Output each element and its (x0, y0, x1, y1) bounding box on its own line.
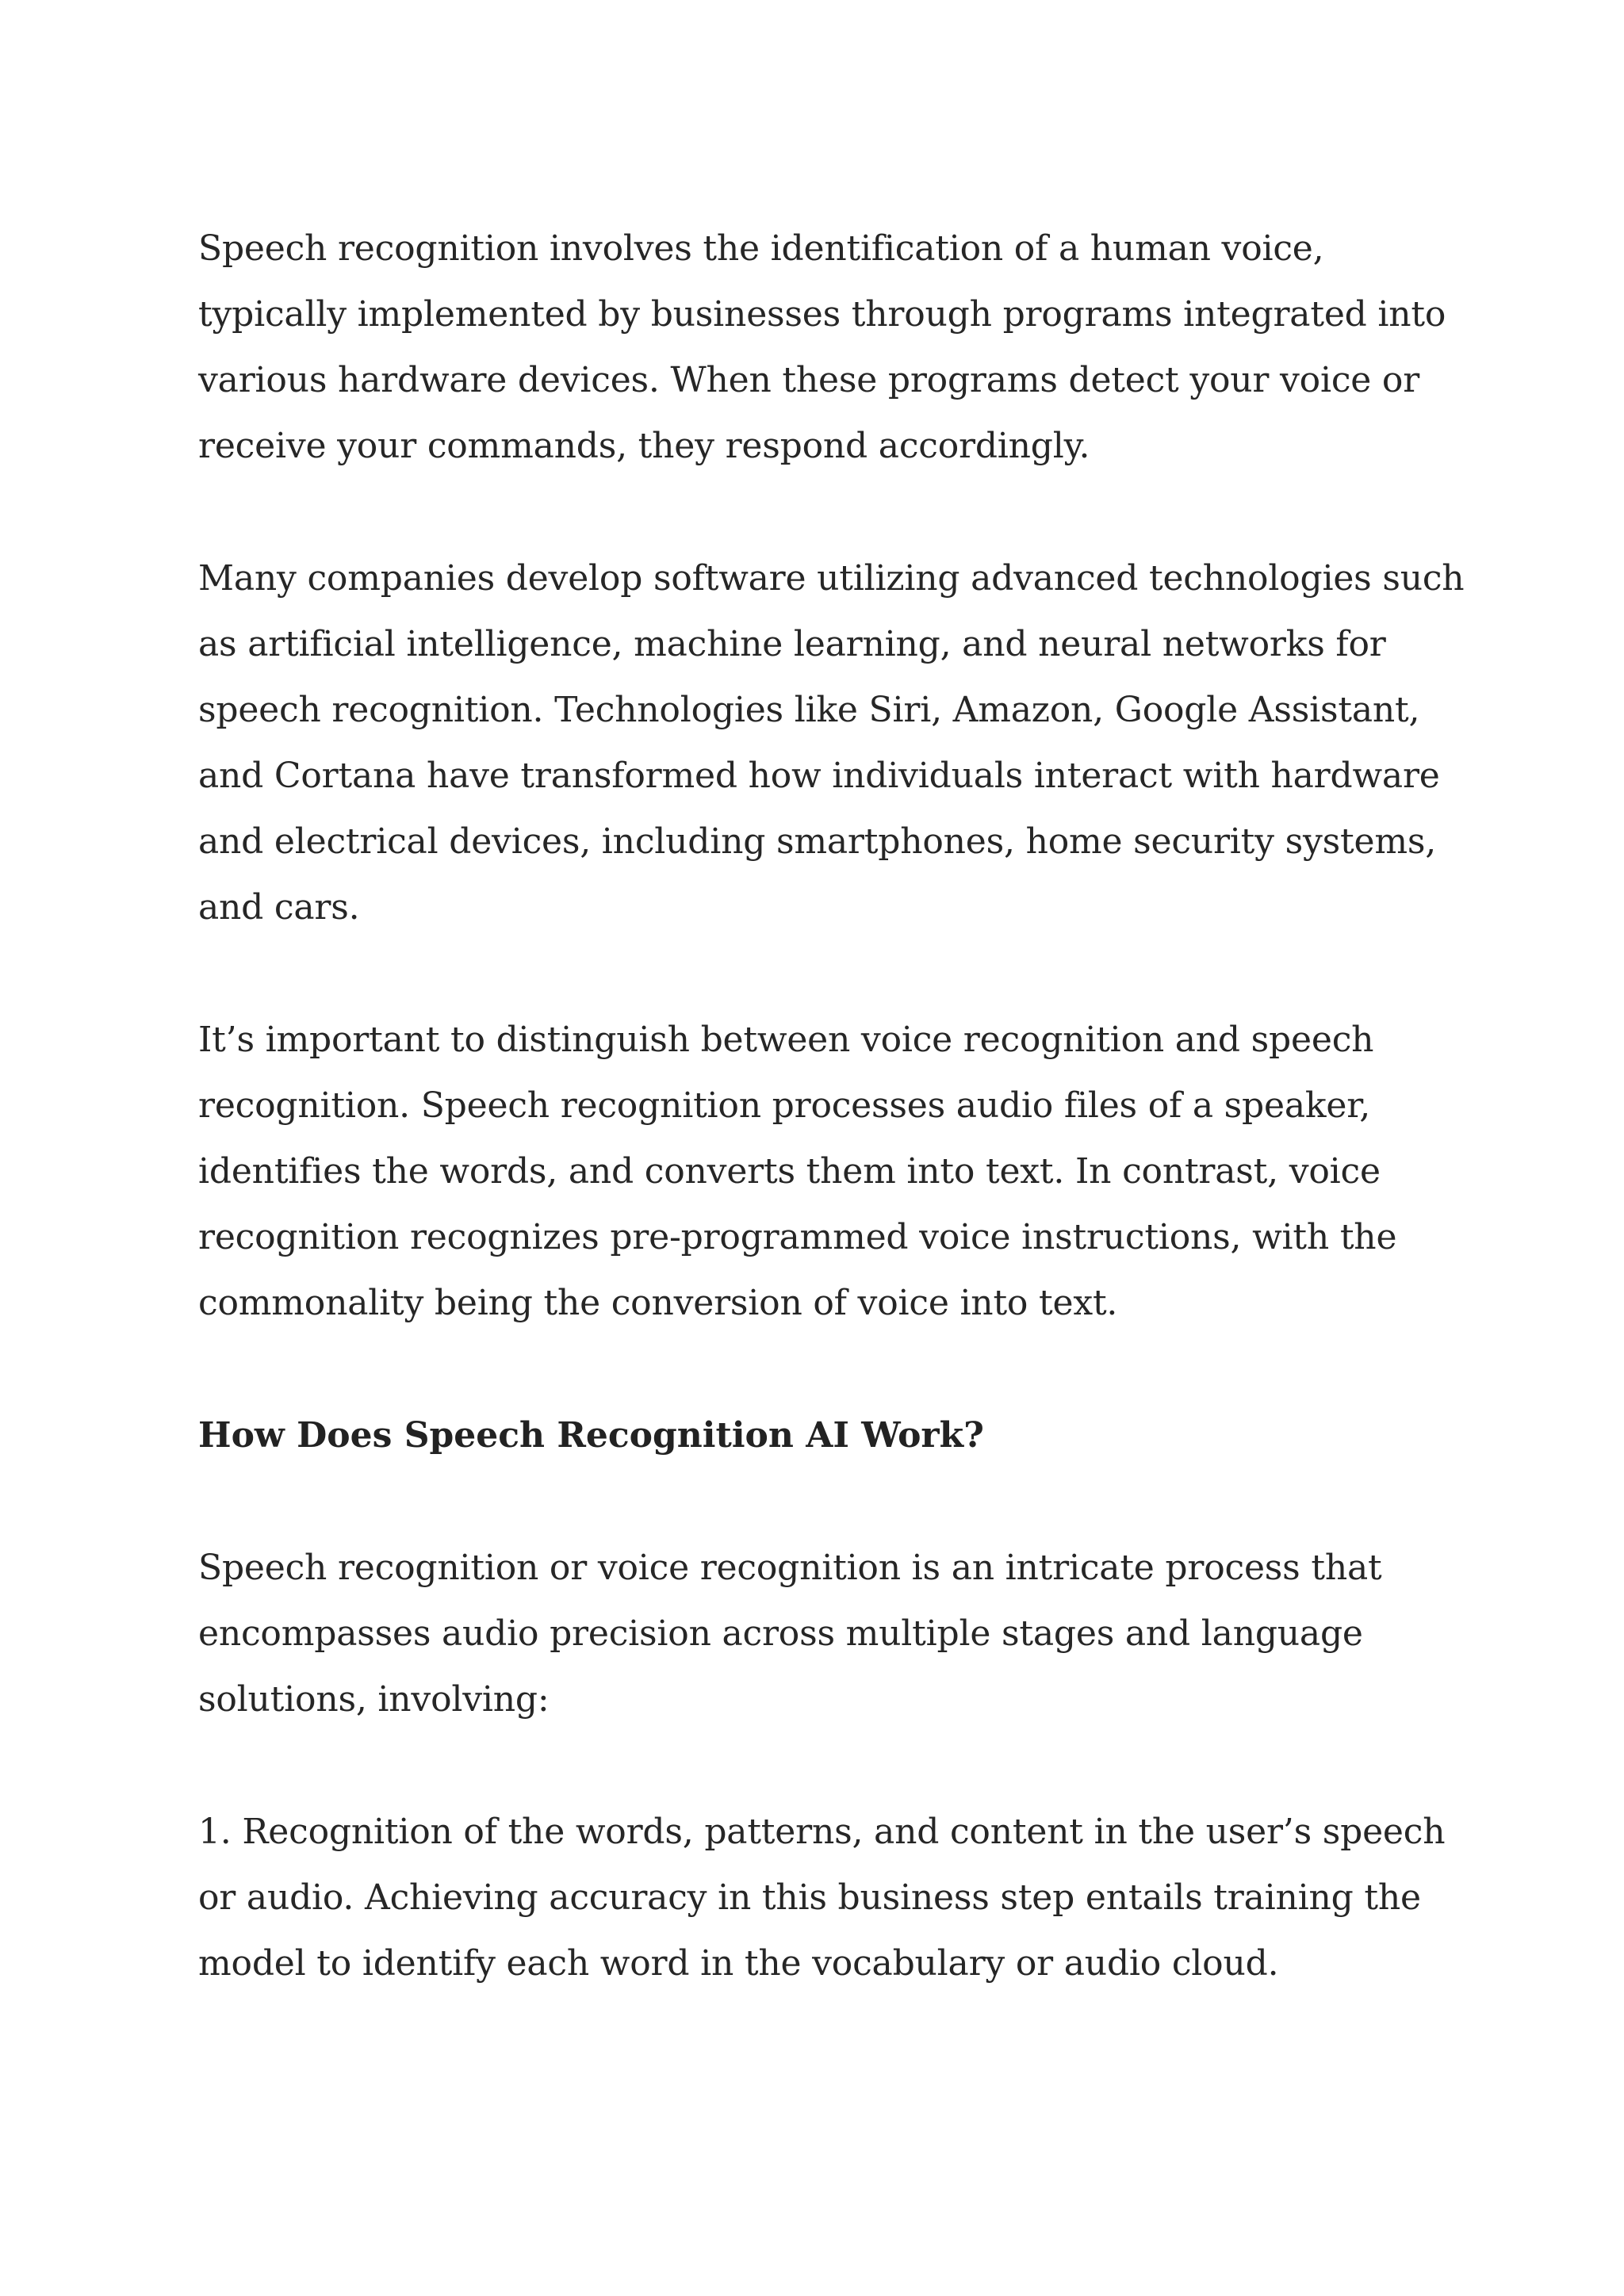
paragraph-companies: Many companies develop software utilizing advanced technologies such as artificial intelligence, machine learning, and neural networks for speech recognition. Technologies like Siri, Amazon, Google Assistant, and Cortana have transformed how individuals interact with hardware and electrical devices, including smartphones, home security systems, and cars. (198, 558, 1465, 928)
section-heading: How Does Speech Recognition AI Work? (198, 1415, 984, 1456)
paragraph-intro: Speech recognition involves the identification of a human voice, typically implemented by businesses through programs integrated into various hardware devices. When these programs detect your voice or receive your commands, they respond accordingly. (198, 228, 1446, 466)
paragraph-step-one: 1. Recognition of the words, patterns, and content in the user’s speech or audio. Achieving accuracy in this business step entails training the model to identify each word in the vocabulary or audio cloud. (198, 1812, 1446, 1984)
paragraph-process: Speech recognition or voice recognition is an intricate process that encompasses audio precision across multiple stages and language solutions, involving: (198, 1548, 1382, 1720)
paragraph-distinction: It’s important to distinguish between voice recognition and speech recognition. Speech recognition processes audio files of a speaker, identifies the words, and converts them into text. In contrast, voice recognition recognizes pre-programmed voice instructions, with the commonality being the conversion of voice into text. (198, 1020, 1397, 1323)
document-page (198, 216, 1467, 2063)
